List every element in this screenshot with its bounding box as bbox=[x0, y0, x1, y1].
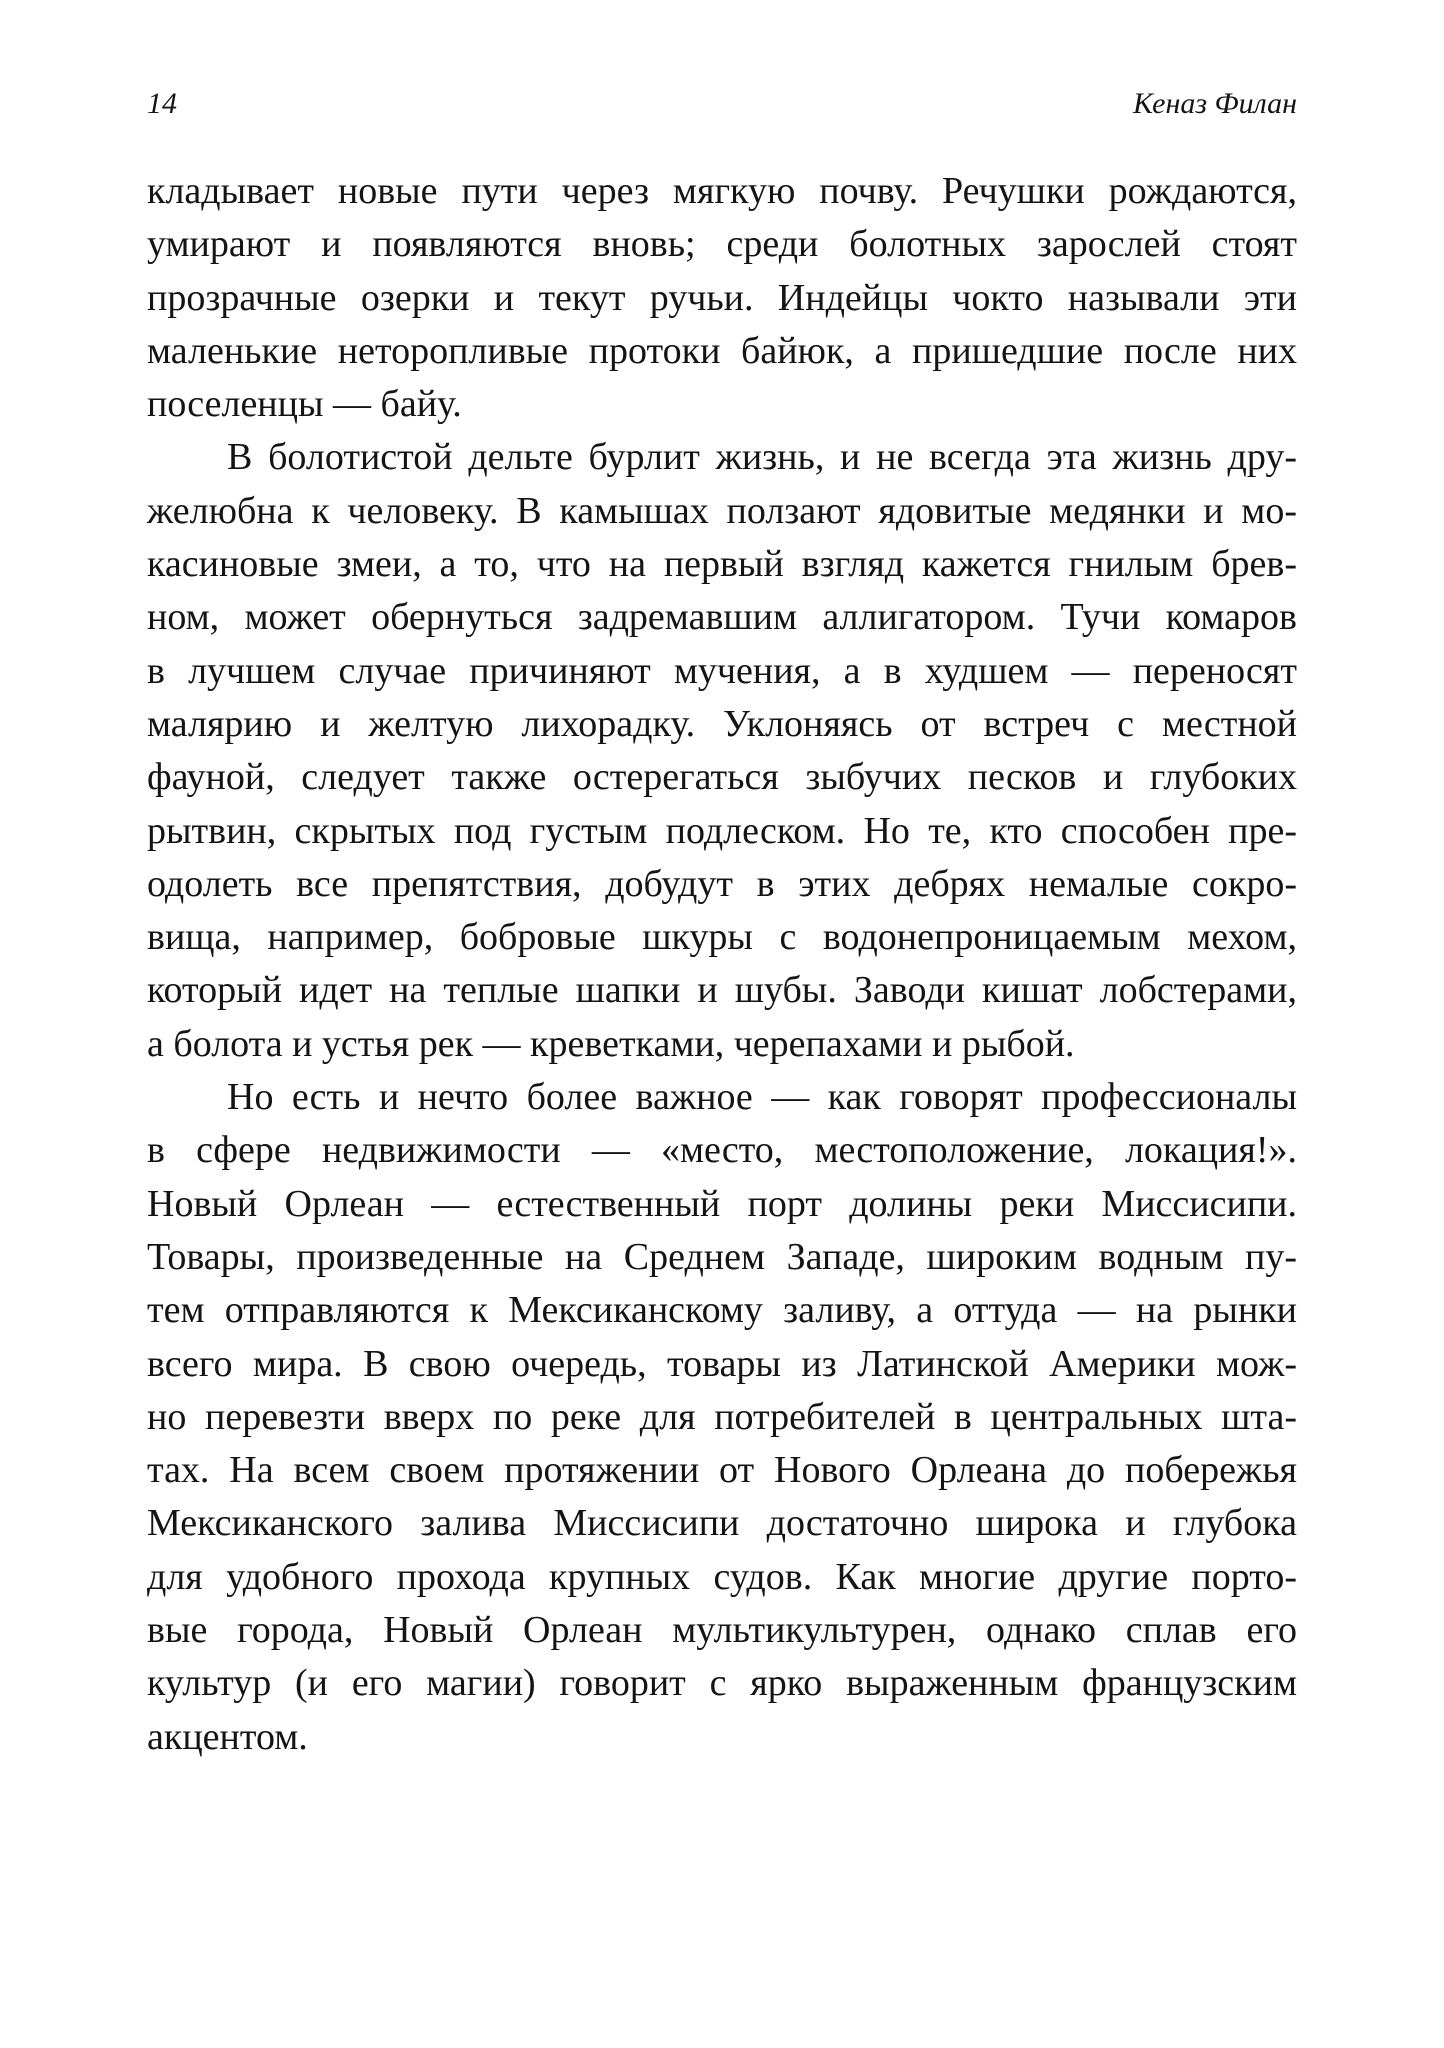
text-line: в лучшем случае причиняют мучения, а в худшем — переносят bbox=[147, 649, 1297, 692]
text-line: вища, например, бобровые шкуры с водонепроницаемым мехом, bbox=[147, 916, 1297, 959]
body-text bbox=[147, 165, 1297, 1764]
text-line: прозрачные озерки и текут ручьи. Индейцы чокто называли эти bbox=[147, 276, 1297, 319]
text-line: Мексиканского залива Миссисипи достаточно широка и глубока bbox=[147, 1502, 1297, 1545]
text-line: вые города, Новый Орлеан мультикультурен, однако сплав его bbox=[147, 1609, 1297, 1652]
text-line: Новый Орлеан — естественный порт долины реки Миссисипи. bbox=[147, 1182, 1297, 1225]
text-line: который идет на теплые шапки и шубы. Заводи кишат лобстерами, bbox=[147, 969, 1297, 1012]
text-line: а болота и устья рек — креветками, черепахами и рыбой. bbox=[147, 1022, 1075, 1065]
text-line: касиновые змеи, а то, что на первый взгляд кажется гнилым брев- bbox=[147, 543, 1297, 586]
text-line: фауной, следует также остерегаться зыбучих песков и глубоких bbox=[147, 756, 1297, 799]
page-number: 14 bbox=[147, 87, 177, 120]
text-line: Товары, произведенные на Среднем Западе, широким водным пу- bbox=[147, 1235, 1297, 1278]
text-line: В болотистой дельте бурлит жизнь, и не всегда эта жизнь дру- bbox=[227, 436, 1297, 479]
text-line: тем отправляются к Мексиканскому заливу, а оттуда — на рынки bbox=[147, 1289, 1297, 1332]
text-line: умирают и появляются вновь; среди болотных зарослей стоят bbox=[147, 223, 1297, 266]
text-line: но перевезти вверх по реке для потребителей в центральных шта- bbox=[147, 1395, 1297, 1438]
text-line: ном, может обернуться задремавшим аллигатором. Тучи комаров bbox=[147, 596, 1297, 639]
text-line: тах. На всем своем протяжении от Нового Орлеана до побережья bbox=[147, 1449, 1297, 1492]
text-line: акцентом. bbox=[147, 1715, 308, 1758]
page-header bbox=[147, 82, 1297, 126]
text-line: всего мира. В свою очередь, товары из Латинской Америки мож- bbox=[147, 1342, 1297, 1385]
text-line: культур (и его магии) говорит с ярко выраженным французским bbox=[147, 1662, 1297, 1705]
text-line: в сфере недвижимости — «место, местоположение, локация!». bbox=[147, 1129, 1297, 1172]
text-line: кладывает новые пути через мягкую почву. Речушки рождаются, bbox=[147, 170, 1297, 212]
text-line: Но есть и нечто более важное — как говорят профессионалы bbox=[227, 1076, 1297, 1119]
text-line: маленькие неторопливые протоки байюк, а пришедшие после них bbox=[147, 329, 1297, 372]
text-line: рытвин, скрытых под густым подлеском. Но те, кто способен пре- bbox=[147, 809, 1297, 852]
text-line: одолеть все препятствия, добудут в этих дебрях немалые сокро- bbox=[147, 862, 1297, 905]
paragraph-1 bbox=[147, 165, 1297, 431]
paragraph-2 bbox=[147, 431, 1297, 1071]
text-line: желюбна к человеку. В камышах ползают ядовитые медянки и мо- bbox=[147, 489, 1297, 532]
paragraph-3 bbox=[147, 1071, 1297, 1764]
running-head-author: Кеназ Филан bbox=[1132, 87, 1297, 120]
text-line: для удобного прохода крупных судов. Как многие другие порто- bbox=[147, 1555, 1297, 1598]
text-line: малярию и желтую лихорадку. Уклоняясь от встреч с местной bbox=[147, 702, 1297, 745]
text-line: поселенцы — байу. bbox=[147, 383, 462, 426]
